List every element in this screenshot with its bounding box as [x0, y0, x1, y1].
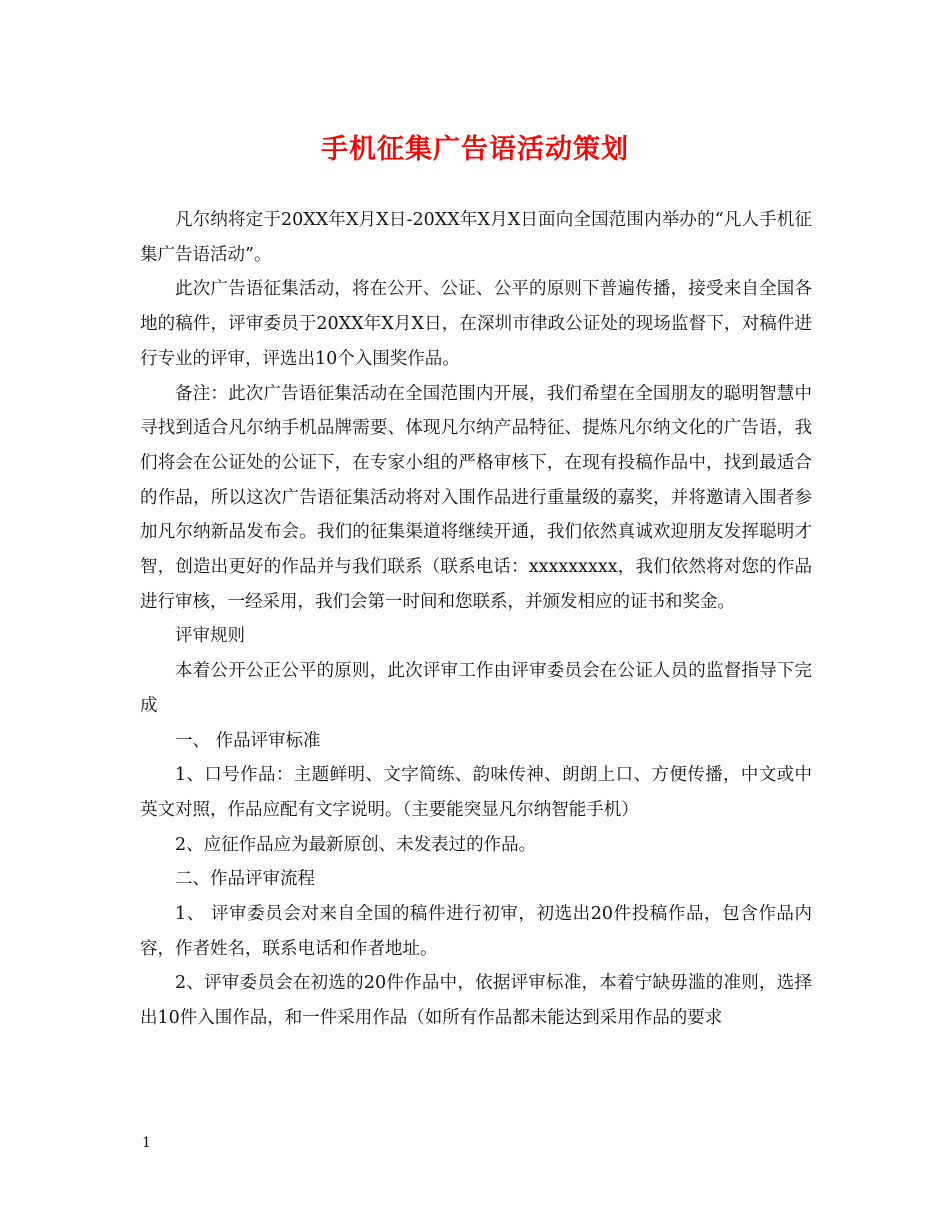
document-title: 手机征集广告语活动策划	[321, 134, 629, 165]
paragraph-standard-2: 2、应征作品应为最新原创、未发表过的作品。	[175, 834, 537, 855]
paragraph-review-principle: 本着公开公正公平的原则，此次评审工作由评审委员会在公证人员的监督指导下完成	[140, 661, 812, 716]
paragraph-note: 备注：此次广告语征集活动在全国范围内开展，我们希望在全国朋友的聪明智慧中寻找到适合凡尔纳手机品牌需要、体现凡尔纳产品特征、提炼凡尔纳文化的广告语，我们将会在公证处的公证下，在专家小组的严格审核下，在现有投稿作品中，找到最适合的作品，所以这次广告语征集活动将对入围作品进行重量级的嘉奖，并将邀请入围者参加凡尔纳新品发布会。我们的征集渠道将继续开通，我们依然真诚欢迎朋友发挥聪明才智，创造出更好的作品并与我们联系（联系电话：xxxxxxxxx，我们依然将对您的作品进行审核，一经采用，我们会第一时间和您联系，并颁发相应的证书和奖金。	[140, 383, 812, 612]
paragraph-activity: 此次广告语征集活动，将在公开、公证、公平的原则下普遍传播，接受来自全国各地的稿件，评审委员于20XX年X月X日，在深圳市律政公证处的现场监督下，对稿件进行专业的评审，评选出10个入围奖作品。	[140, 279, 812, 369]
page-number: 1	[142, 1135, 151, 1151]
paragraph-process-2: 2、评审委员会在初选的20件作品中，依据评审标准，本着宁缺毋滥的准则，选择出10件入围作品，和一件采用作品（如所有作品都未能达到采用作品的要求	[140, 973, 812, 1029]
section-heading-review-standard: 一、 作品评审标准	[175, 730, 321, 751]
paragraph-standard-1: 1、口号作品：主题鲜明、文字简练、韵味传神、朗朗上口、方便传播，中文或中英文对照，作品应配有文字说明。（主要能突显凡尔纳智能手机）	[140, 765, 812, 820]
section-heading-review-process: 二、作品评审流程	[175, 869, 315, 890]
section-heading-review-rules: 评审规则	[175, 626, 245, 647]
paragraph-process-1: 1、 评审委员会对来自全国的稿件进行初审，初选出20件投稿作品，包含作品内容，作者姓名，联系电话和作者地址。	[140, 904, 812, 959]
paragraph-intro: 凡尔纳将定于20XX年X月X日-20XX年X月X日面向全国范围内举办的“凡人手机征集广告语活动”。	[140, 210, 812, 265]
document-body	[140, 203, 812, 1036]
